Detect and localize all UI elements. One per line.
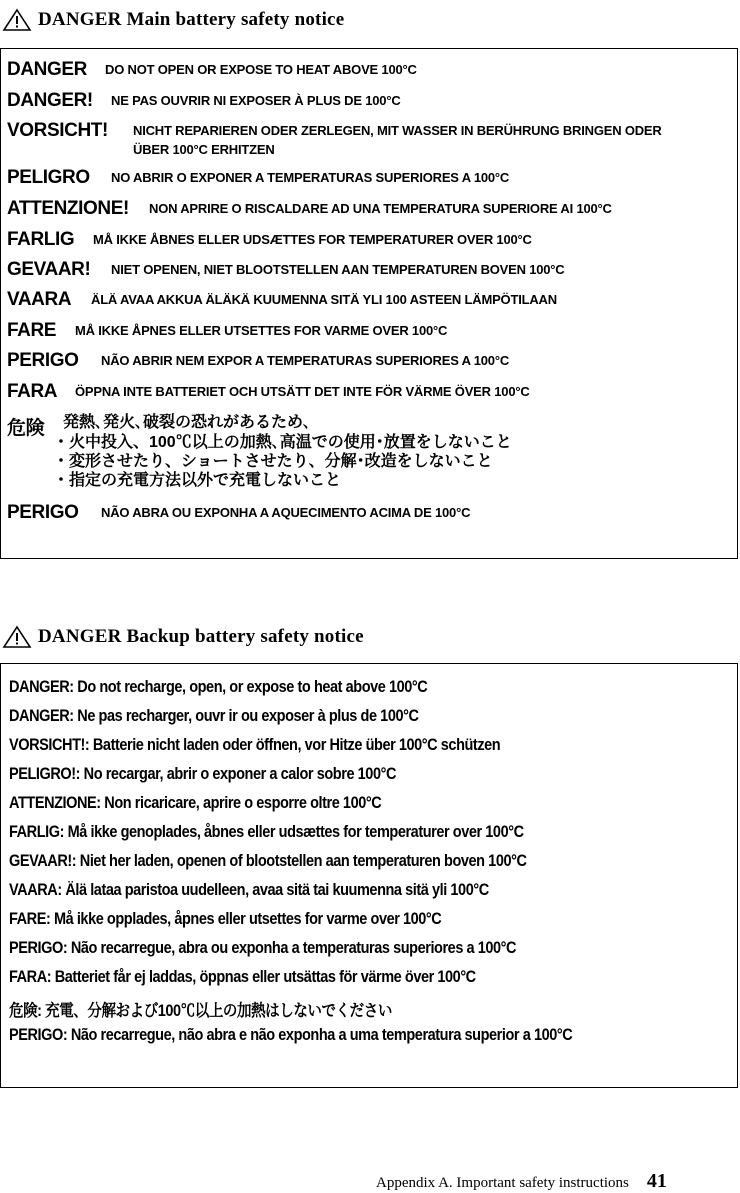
japanese-bullet-1: ・火中投入、100℃以上の加熱､高温での使用･放置をしないこと xyxy=(53,434,512,451)
page-number: 41 xyxy=(646,1170,667,1192)
main-battery-heading xyxy=(2,8,344,32)
backup-row-12-japanese: 危険: 充電、分解および100℃以上の加熱はしないでください xyxy=(9,1002,392,1020)
row-text: NE PAS OUVRIR NI EXPOSER À PLUS DE 100°C xyxy=(111,93,401,108)
backup-battery-heading xyxy=(2,625,364,649)
row-text: ÄLÄ AVAA AKKUA ÄLÄKÄ KUUMENNA SITÄ YLI 100 ASTEEN LÄMPÖTILAAN xyxy=(91,292,557,307)
row-label: PERIGO xyxy=(7,350,79,371)
row-label: VAARA xyxy=(7,289,72,310)
warning-triangle-icon xyxy=(2,625,32,649)
warning-triangle-icon xyxy=(2,8,32,32)
footer-text: Appendix A. Important safety instructions xyxy=(376,1175,629,1191)
row-text: ÖPPNA INTE BATTERIET OCH UTSÄTT DET INTE FÖR VÄRME ÖVER 100°C xyxy=(75,384,530,399)
backup-row-7: GEVAAR!: Niet her laden, openen of blootstellen aan temperaturen boven 100°C xyxy=(9,852,527,870)
row-text: NIET OPENEN, NIET BLOOTSTELLEN AAN TEMPERATUREN BOVEN 100°C xyxy=(111,262,565,277)
row-text: MÅ IKKE ÅPNES ELLER UTSETTES FOR VARME OVER 100°C xyxy=(75,323,448,338)
row-text: NÃO ABRA OU EXPONHA A AQUECIMENTO ACIMA DE 100°C xyxy=(101,505,471,520)
backup-battery-notice-box xyxy=(0,663,738,1088)
row-text: 発熱､発火､破裂の恐れがあるため､ xyxy=(63,414,312,431)
row-text: MÅ IKKE ÅBNES ELLER UDSÆTTES FOR TEMPERATURER OVER 100°C xyxy=(93,232,532,247)
backup-row-13: PERIGO: Não recarregue, não abra e não exponha a uma temperatura superior a 100°C xyxy=(9,1026,573,1044)
row-label: VORSICHT! xyxy=(7,120,108,141)
backup-row-6: FARLIG: Må ikke genoplades, åbnes eller udsættes for temperaturer over 100°C xyxy=(9,823,524,841)
row-text: NO ABRIR O EXPONER A TEMPERATURAS SUPERIORES A 100°C xyxy=(111,170,510,185)
row-text: NON APRIRE O RISCALDARE AD UNA TEMPERATURA SUPERIORE AI 100°C xyxy=(149,201,612,216)
backup-row-2: DANGER: Ne pas recharger, ouvr ir ou exposer à plus de 100°C xyxy=(9,707,419,725)
row-label: FARLIG xyxy=(7,229,75,250)
japanese-bullet-list xyxy=(53,433,512,490)
row-label: FARA xyxy=(7,381,58,402)
backup-row-8: VAARA: Älä lataa paristoa uudelleen, avaa sitä tai kuumenna sitä yli 100°C xyxy=(9,881,489,899)
row-text-continued: ÜBER 100°C ERHITZEN xyxy=(133,142,275,157)
backup-heading-text: DANGER Backup battery safety notice xyxy=(38,626,364,647)
main-battery-notice-box xyxy=(0,48,738,559)
japanese-bullet-3: ・指定の充電方法以外で充電しないこと xyxy=(53,472,342,489)
backup-row-11: FARA: Batteriet får ej laddas, öppnas eller utsättas för värme över 100°C xyxy=(9,968,476,986)
row-label: GEVAAR! xyxy=(7,259,91,280)
row-text: DO NOT OPEN OR EXPOSE TO HEAT ABOVE 100°C xyxy=(105,62,417,77)
backup-row-4: PELIGRO!: No recargar, abrir o exponer a calor sobre 100°C xyxy=(9,765,396,783)
backup-row-3: VORSICHT!: Batterie nicht laden oder öffnen, vor Hitze über 100°C schützen xyxy=(9,736,501,754)
row-label: PELIGRO xyxy=(7,167,90,188)
row-label: 危険 xyxy=(7,418,45,439)
row-label: ATTENZIONE! xyxy=(7,198,129,219)
backup-row-1: DANGER: Do not recharge, open, or expose to heat above 100°C xyxy=(9,678,428,696)
japanese-bullet-2: ・変形させたり、ショートさせたり、分解･改造をしないこと xyxy=(53,453,493,470)
row-text: NÃO ABRIR NEM EXPOR A TEMPERATURAS SUPERIORES A 100°C xyxy=(101,353,510,368)
row-label: FARE xyxy=(7,320,57,341)
row-text: NICHT REPARIEREN ODER ZERLEGEN, MIT WASSER IN BERÜHRUNG BRINGEN ODER xyxy=(133,123,662,138)
row-label: PERIGO xyxy=(7,502,79,523)
backup-row-5: ATTENZIONE: Non ricaricare, aprire o esporre oltre 100°C xyxy=(9,794,382,812)
main-heading-text: DANGER Main battery safety notice xyxy=(38,9,345,30)
backup-row-10: PERIGO: Não recarregue, abra ou exponha a temperaturas superiores a 100°C xyxy=(9,939,517,957)
row-label: DANGER xyxy=(7,59,87,80)
backup-row-9: FARE: Må ikke opplades, åpnes eller utsettes for varme over 100°C xyxy=(9,910,442,928)
page-footer xyxy=(376,1170,667,1193)
row-label: DANGER! xyxy=(7,90,93,111)
